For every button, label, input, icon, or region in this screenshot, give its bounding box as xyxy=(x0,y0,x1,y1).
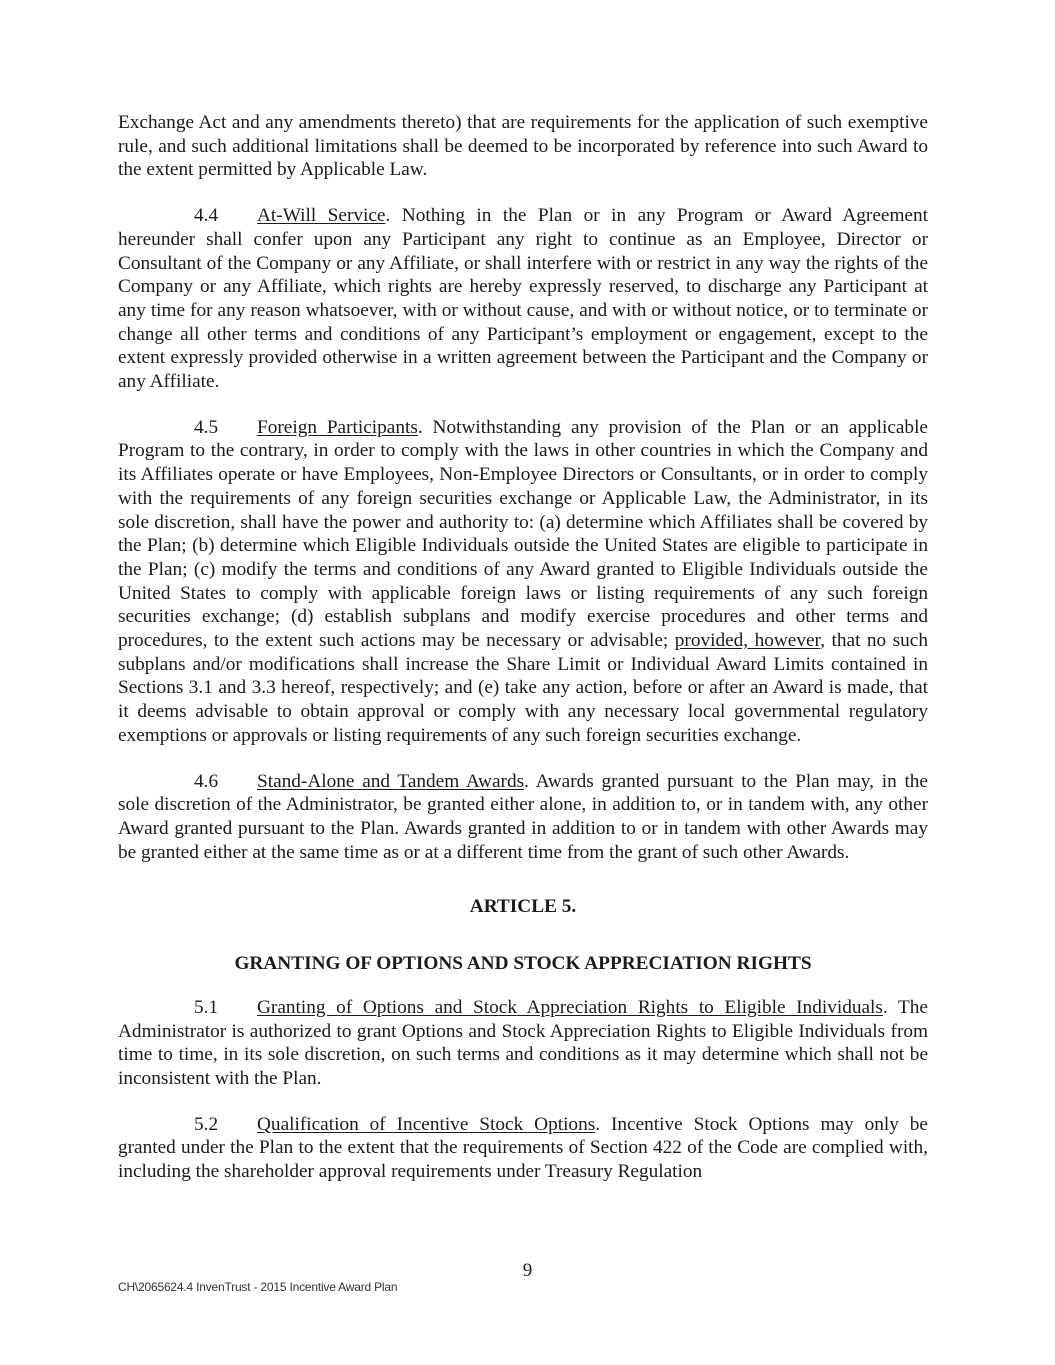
section-body-continued: , that no such subplans and/or modifications shall increase the Share Limit or Individual Award Limits contained in Sections 3.1 and 3.3 hereof, respectively; and (e) take any action, before or after an Award is made, that it deems advisable to obtain approval or comply with any necessary local governmental regulatory exemptions or approvals or listing requirements of any such foreign securities exchange. xyxy=(118,630,928,746)
continuation-paragraph: Exchange Act and any amendments thereto) that are requirements for the application of such exemptive rule, and such additional limitations shall be deemed to be incorporated by reference into such Award to the extent permitted by Applicable Law. xyxy=(118,112,928,181)
section-title: Qualification of Incentive Stock Options xyxy=(257,1113,596,1135)
section-number: 4.4 xyxy=(194,205,219,227)
section-number: 4.5 xyxy=(194,416,219,438)
section-number: 4.6 xyxy=(194,770,219,792)
proviso-term: provided, however xyxy=(674,630,821,652)
section-title: Foreign Participants xyxy=(257,416,418,438)
page-body xyxy=(118,111,928,1184)
section-4-4 xyxy=(118,204,928,394)
article-title: GRANTING OF OPTIONS AND STOCK APPRECIATION RIGHTS xyxy=(234,953,812,975)
section-body: . Incentive Stock Options may only be granted under the Plan to the extent that the requirements of Section 422 of the Code are complied with, including the shareholder approval requirements under Treasury Regulation xyxy=(118,1113,928,1183)
section-title: At-Will Service xyxy=(257,205,386,227)
section-number: 5.1 xyxy=(194,996,219,1018)
section-number: 5.2 xyxy=(194,1113,219,1135)
section-body: . Nothing in the Plan or in any Program or Award Agreement hereunder shall confer upon any Participant any right to continue as an Employee, Director or Consultant of the Company or any Affiliate, or shall interfere with or restrict in any way the rights of the Company or any Affiliate, which rights are hereby expressly reserved, to discharge any Participant at any time for any reason whatsoever, with or without cause, and with or without notice, or to terminate or change all other terms and conditions of any Participant’s employment or engagement, except to the extent expressly provided otherwise in a written agreement between the Participant and the Company or any Affiliate. xyxy=(118,205,928,393)
section-body: . Notwithstanding any provision of the Plan or an applicable Program to the contrary, in order to comply with the laws in other countries in which the Company and its Affiliates operate or have Employees, Non-Employee Directors or Consultants, or in order to comply with the requirements of any foreign securities exchange or Applicable Law, the Administrator, in its sole discretion, shall have the power and authority to: (a) determine which Affiliates shall be covered by the Plan; (b) determine which Eligible Individuals outside the United States are eligible to participate in the Plan; (c) modify the terms and conditions of any Award granted to Eligible Individuals outside the United States to comply with applicable foreign laws or listing requirements of any such foreign securities exchange; (d) establish subplans and modify exercise procedures and other terms and procedures, to the extent such actions may be necessary or advisable; xyxy=(118,416,928,652)
section-title: Granting of Options and Stock Appreciation Rights to Eligible Individuals xyxy=(257,996,883,1018)
section-4-6 xyxy=(118,770,928,865)
section-5-2 xyxy=(118,1113,928,1184)
page-number: 9 xyxy=(522,1260,533,1281)
article-heading: ARTICLE 5. xyxy=(469,896,577,918)
section-title: Stand-Alone and Tandem Awards xyxy=(257,770,525,792)
section-body: . The Administrator is authorized to grant Options and Stock Appreciation Rights to Eligible Individuals from time to time, in its sole discretion, on such terms and conditions as it may determine which shall not be inconsistent with the Plan. xyxy=(118,996,928,1089)
document-footer: CH\2065624.4 InvenTrust - 2015 Incentive Award Plan xyxy=(118,1280,398,1294)
section-5-1 xyxy=(118,996,928,1091)
section-4-5 xyxy=(118,416,928,748)
section-body: . Awards granted pursuant to the Plan may, in the sole discretion of the Administrator, be granted either alone, in addition to, or in tandem with, any other Award granted pursuant to the Plan. Awards granted in addition to or in tandem with other Awards may be granted either at the same time as or at a different time from the grant of such other Awards. xyxy=(118,770,928,863)
